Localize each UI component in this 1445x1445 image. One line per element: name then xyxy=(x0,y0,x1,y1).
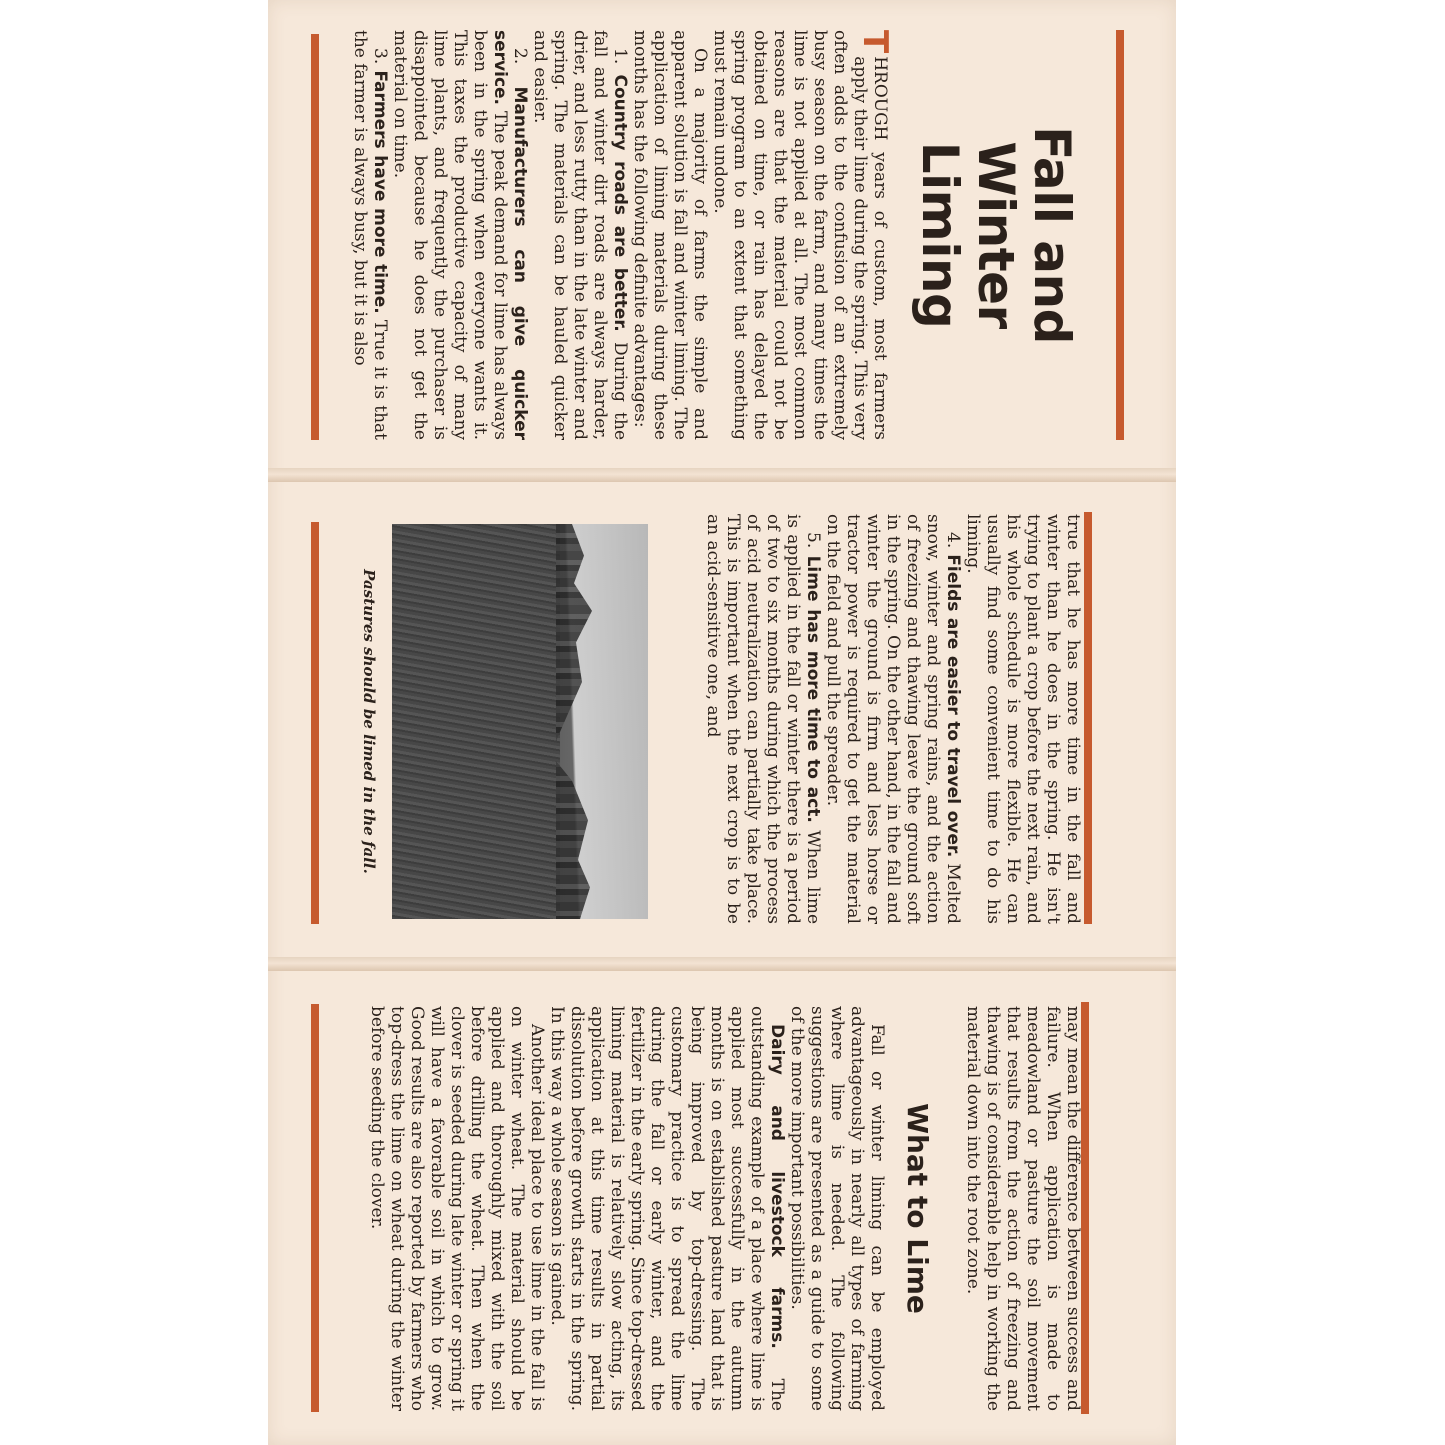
accent-rule xyxy=(311,1004,319,1412)
accent-rule xyxy=(311,34,319,440)
photo-caption: Pastures should be limed in the fall. xyxy=(360,569,378,874)
advantage-2 xyxy=(390,30,530,440)
advantage-number: 5. xyxy=(803,532,823,549)
intro-paragraph xyxy=(710,30,895,440)
advantage-1 xyxy=(530,30,630,440)
bottom-column xyxy=(367,1006,1083,1411)
panel-middle-text xyxy=(703,514,1083,924)
advantage-5 xyxy=(703,514,823,924)
advantage-heading: Manufacturers can give quicker service. xyxy=(490,30,530,441)
dairy-text: The outstanding example of a place where lime is applied most successfully in the autumn months is on established pasture land that is being improved by top-dressing. The customary practice is to spread the lime during the fall or early winter, and the fertilizer in the early spring. Since top-dressed liming material is relatively slow acting, its application at this time results in partial dissolution before growth starts in the spring. In this way a whole season is gained. xyxy=(547,1006,787,1411)
wheat-paragraph: Another ideal place to use lime in the fall is on winter wheat. The material should be applied and thoroughly mixed with the soil before drilling the wheat. Then when the clover is seeded during late winter or spring it will have a favorable soil in which to grow. Good results are also reported by farmers who top-dress the lime on wheat during the winter before seeding the clover. xyxy=(367,1006,547,1411)
dairy-heading: Dairy and livestock farms. xyxy=(767,1024,787,1349)
section-heading: What to Lime xyxy=(901,1103,934,1314)
accent-rule xyxy=(1116,30,1124,440)
panel-top xyxy=(350,30,1080,440)
photo-block xyxy=(360,524,648,919)
accent-rule xyxy=(311,522,319,924)
advantage-3 xyxy=(350,30,390,440)
brochure-sheet xyxy=(268,0,1176,1445)
advantage-number: 4. xyxy=(943,532,963,549)
advantage-number: 3. xyxy=(370,48,390,65)
advantages-intro: On a majority of farms the simple and apparent solution is fall and winter liming. The application of liming materials during these months has the following definite advantages: xyxy=(630,30,710,440)
advantage-number: 1. xyxy=(610,48,630,65)
title-line-1: Fall and Winter xyxy=(967,126,1081,344)
advantage-text: The peak demand for lime has always been in the spring when everyone wants it. This taxes the productive capacity of many lime plants, and frequently the purchaser is disappointed because he does not get the material on time. xyxy=(390,30,510,440)
continued-paragraph: may mean the difference between success and failure. When application is made to meadowland or pasture the soil movement that results from the action of freezing and thawing is of considerable help in working the material down into the root zone. xyxy=(963,1006,1083,1411)
advantage-4 xyxy=(823,514,963,924)
advantage-text: True it is that the farmer is always busy, but it is also xyxy=(350,30,390,441)
photo-treeline xyxy=(556,524,596,919)
intro-text: HROUGH years of custom, most farmers apply their lime during the spring. This very often adds to the confusion of an extremely busy season on the farm, and many times the lime is not applied at all. The most common reasons are that the material could not be obtained on time, or rain has delayed the spring program to an extent that something must remain undone. xyxy=(710,30,890,440)
fold-crease-top xyxy=(268,468,1176,482)
title-line-2: Liming xyxy=(911,141,969,329)
drop-cap: T xyxy=(855,30,895,54)
fold-crease-bottom xyxy=(268,957,1176,971)
advantage-number: 2. xyxy=(510,48,530,65)
what-paragraph: Fall or winter liming can be employed advantageously in nearly all types of farming where lime is needed. The following suggestions are presented as a guide to some of the more important possibilities. xyxy=(787,1006,887,1411)
advantage-text: When lime is applied in the fall or winter there is a period of two to six months during which the process of acid neutralization can partially take place. This is important when the next crop is to be an acid-sensitive one, and xyxy=(703,514,823,925)
continued-paragraph: true that he has more time in the fall and winter than he does in the spring. He isn't trying to plant a crop before the next rain, and his whole schedule is more flexible. He can usually find some convenient time to do his liming. xyxy=(963,514,1083,924)
page-title xyxy=(912,30,1080,440)
photo-field xyxy=(392,524,560,919)
advantage-heading: Farmers have more time. xyxy=(370,70,390,314)
advantage-text: During the fall and winter dirt roads are always harder, drier, and less rutty than in the late winter and spring. The materials can be hauled quicker and easier. xyxy=(530,30,630,441)
advantage-heading: Country roads are better. xyxy=(610,74,630,332)
advantage-text: Melted snow, winter and spring rains, and the action of freezing and thawing leave the ground soft in the spring. On the other hand, in the fall and winter the ground is firm and less horse or tractor power is required to get the material on the field and pull the spreader. xyxy=(823,514,963,925)
pasture-photo xyxy=(392,524,648,919)
middle-column xyxy=(703,514,1083,924)
dairy-paragraph xyxy=(547,1006,787,1411)
accent-rule xyxy=(1084,512,1092,924)
advantage-heading: Fields are easier to travel over. xyxy=(943,554,963,858)
advantage-heading: Lime has more time to act. xyxy=(803,555,823,823)
intro-column xyxy=(350,30,895,441)
panel-bottom xyxy=(367,1006,1083,1411)
